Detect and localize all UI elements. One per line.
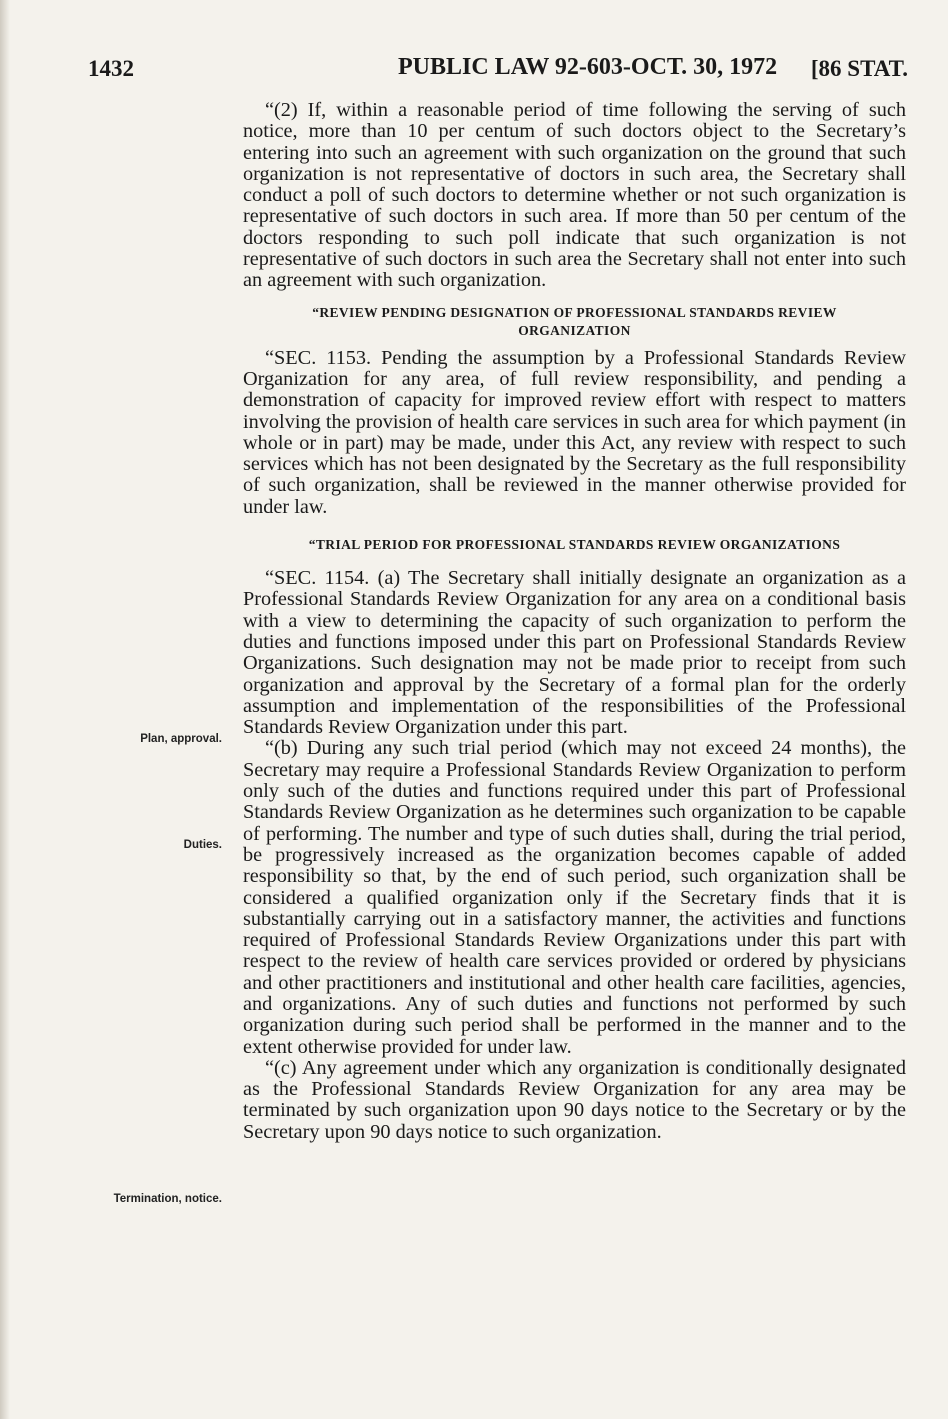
running-header — [88, 50, 908, 90]
page-edge-shadow — [0, 0, 10, 1419]
margin-note-duties: Duties. — [183, 839, 222, 851]
margin-note-plan-approval: Plan, approval. — [140, 733, 222, 745]
paragraph-sec-1154-b: “(b) During any such trial period (which may not exceed 24 months), the Secretary may require a Professional Standards Review Organization to perform only such of the duties and functions required under this part of Professional Standards Review Organization as he determines such organization to be capable of performing. The number and type of such duties shall, during the trial period, be progressively increased as the organization becomes capable of added responsibility so that, by the end of such period, such organization shall be considered a qualified organization only if the Secretary finds that it is substantially carrying out in a satisfactory manner, the activities and functions required of Professional Standards Review Organizations under this part with respect to the review of health care services provided or ordered by physicians and other practitioners and institutional and other health care facilities, agencies, and organizations. Any of such duties and functions not performed by such organization during such period shall be performed in the manner and to the extent otherwise provided for under law. — [243, 737, 906, 1058]
section-heading-1154: “TRIAL PERIOD FOR PROFESSIONAL STANDARDS REVIEW ORGANIZATIONS — [308, 537, 841, 553]
law-title: PUBLIC LAW 92-603-OCT. 30, 1972 — [398, 54, 778, 80]
page-body — [243, 100, 906, 1143]
paragraph-sec-1153: “SEC. 1153. Pending the assumption by a Professional Standards Review Organization for any area, of full review responsibility, and pending a demonstration of capacity for improved review effort with respect to matters involving the provision of health care services in such area for which payment (in whole or in part) may be made, under this Act, any review with respect to such services which has not been designated by the Secretary as the full responsibility of such organization, shall be reviewed in the manner otherwise provided for under law. — [243, 346, 906, 518]
page-number: 1432 — [88, 56, 134, 81]
statute-reference: [86 STAT. — [810, 56, 908, 81]
paragraph-sec-1154-c: “(c) Any agreement under which any organization is conditionally designated as the Professional Standards Review Organization for any area may be terminated by such organization upon 90 days notice to the Secretary or by the Secretary upon 90 days notice to such organization. — [243, 1056, 906, 1143]
paragraph-sec-1154-a: “SEC. 1154. (a) The Secretary shall initially designate an organization as a Professional Standards Review Organization for any area on a conditional basis with a view to determining the capacity of such organization to perform the duties and functions imposed under this part on Professional Standards Review Organizations. Such designation may not be made prior to receipt from such organization and approval by the Secretary of a formal plan for the orderly assumption and implementation of the responsibilities of the Professional Standards Review Organization under this part. — [243, 567, 906, 739]
section-heading-1153: “REVIEW PENDING DESIGNATION OF PROFESSIONAL STANDARDS REVIEW ORGANIZATION — [312, 304, 837, 338]
margin-note-termination-notice: Termination, notice. — [113, 1193, 222, 1205]
paragraph-1152-2: “(2) If, within a reasonable period of time following the serving of such notice, more than 10 per centum of such doctors object to the Secretary’s entering into such an agreement with such organization on the ground that such organization is not representative of doctors in such area, the Secretary shall conduct a poll of such doctors to determine whether or not such organization is representative of such doctors in such area. If more than 50 per centum of the doctors responding to such poll indicate that such organization is not representative of such doctors in such area the Secretary shall not enter into such an agreement with such organization. — [243, 99, 906, 292]
